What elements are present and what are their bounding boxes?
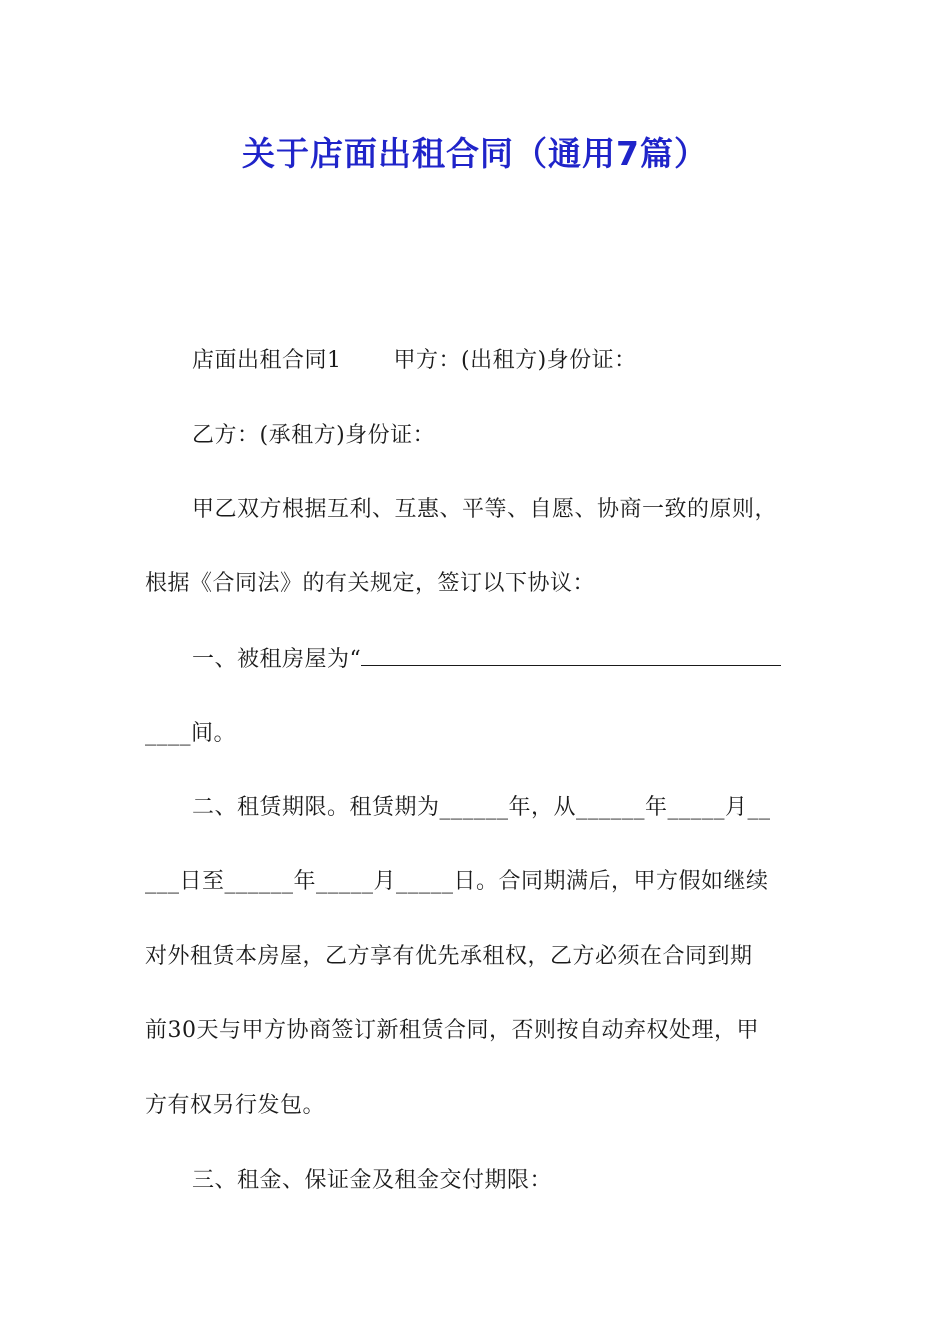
fill-in-blank [361,647,781,666]
paragraph-line: 甲乙双方根据互利、互惠、平等、自愿、协商一致的原则， [192,497,778,522]
party-a-label: 甲方：(出租方)身份证： [393,348,637,373]
clause-1-line [192,645,781,675]
clause-1-text: 一、被租房屋为“ [192,647,362,672]
party-a-line [192,346,637,376]
paragraph-line: 方有权另行发包。 [145,1093,326,1118]
clause-2-line: 二、租赁期限。租赁期为______年，从______年_____月__ [192,795,771,820]
party-b-line: 乙方：(承租方)身份证： [192,423,436,448]
paragraph-line: ____间。 [145,721,237,746]
paragraph-line: 根据《合同法》的有关规定，签订以下协议： [145,571,596,596]
contract-heading: 店面出租合同1 [192,348,342,373]
document-title: 关于店面出租合同（通用7篇） [242,134,708,173]
paragraph-line: 前30天与甲方协商签订新租赁合同，否则按自动弃权处理，甲 [145,1018,759,1043]
clause-3-line: 三、租金、保证金及租金交付期限： [192,1168,553,1193]
paragraph-line: ___日至______年_____月_____日。合同期满后，甲方假如继续 [145,869,769,894]
paragraph-line: 对外租赁本房屋，乙方享有优先承租权，乙方必须在合同到期 [145,944,753,969]
